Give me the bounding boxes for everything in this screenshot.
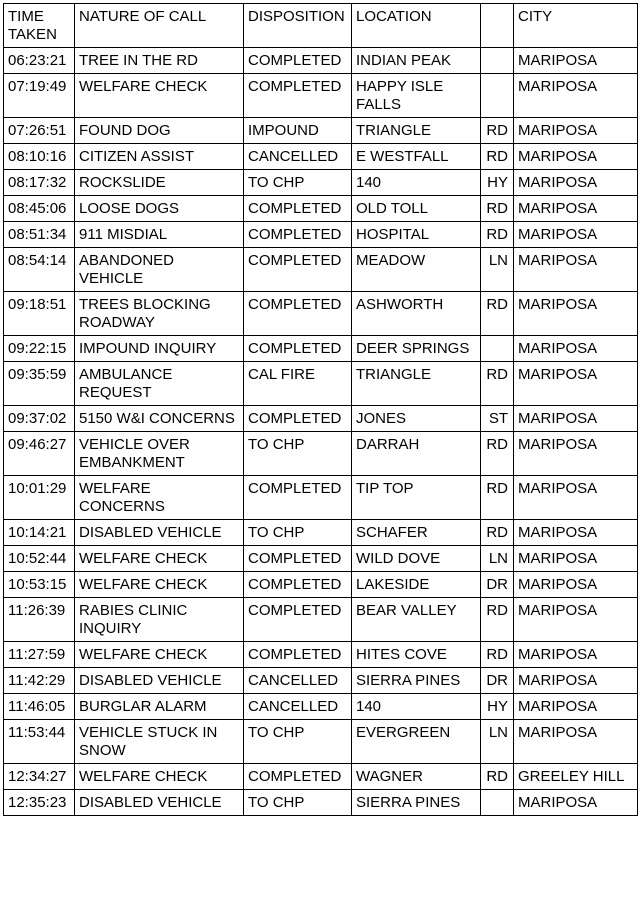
table-row (4, 170, 638, 196)
cell-disposition: COMPLETED (244, 598, 352, 642)
cell-nature: VEHICLE OVER EMBANKMENT (75, 432, 244, 476)
table-row (4, 572, 638, 598)
cell-location: DARRAH (352, 432, 481, 476)
cell-city: MARIPOSA (514, 694, 638, 720)
cell-disposition: COMPLETED (244, 546, 352, 572)
cell-location: EVERGREEN (352, 720, 481, 764)
cell-disposition: COMPLETED (244, 196, 352, 222)
cell-time: 07:19:49 (4, 74, 75, 118)
cell-location: HOSPITAL (352, 222, 481, 248)
cell-street-type: DR (481, 572, 514, 598)
cell-nature: WELFARE CHECK (75, 642, 244, 668)
table-row (4, 764, 638, 790)
cell-location: 140 (352, 694, 481, 720)
cell-street-type: RD (481, 292, 514, 336)
cell-disposition: TO CHP (244, 790, 352, 816)
cell-street-type: RD (481, 222, 514, 248)
cell-city: MARIPOSA (514, 406, 638, 432)
cell-disposition: COMPLETED (244, 74, 352, 118)
cell-street-type: HY (481, 694, 514, 720)
cell-street-type: ST (481, 406, 514, 432)
cell-city: MARIPOSA (514, 432, 638, 476)
cell-nature: AMBULANCE REQUEST (75, 362, 244, 406)
cell-city: MARIPOSA (514, 144, 638, 170)
table-row (4, 432, 638, 476)
cell-location: BEAR VALLEY (352, 598, 481, 642)
cell-nature: 911 MISDIAL (75, 222, 244, 248)
cell-time: 10:52:44 (4, 546, 75, 572)
cell-location: HAPPY ISLE FALLS (352, 74, 481, 118)
table-row (4, 74, 638, 118)
header-time-taken: TIME TAKEN (4, 4, 75, 48)
cell-street-type (481, 790, 514, 816)
cell-time: 08:10:16 (4, 144, 75, 170)
cell-nature: DISABLED VEHICLE (75, 520, 244, 546)
cell-street-type: RD (481, 764, 514, 790)
cell-location: ASHWORTH (352, 292, 481, 336)
cell-time: 09:35:59 (4, 362, 75, 406)
cell-location: INDIAN PEAK (352, 48, 481, 74)
cell-street-type: RD (481, 432, 514, 476)
cell-street-type: RD (481, 118, 514, 144)
cell-location: 140 (352, 170, 481, 196)
cell-disposition: TO CHP (244, 432, 352, 476)
header-location: LOCATION (352, 4, 481, 48)
cell-location: SIERRA PINES (352, 668, 481, 694)
cell-disposition: TO CHP (244, 520, 352, 546)
cell-disposition: COMPLETED (244, 642, 352, 668)
cell-location: MEADOW (352, 248, 481, 292)
cell-street-type: RD (481, 520, 514, 546)
header-row (4, 4, 638, 48)
table-row (4, 196, 638, 222)
cell-time: 12:34:27 (4, 764, 75, 790)
cell-city: MARIPOSA (514, 362, 638, 406)
cell-time: 09:22:15 (4, 336, 75, 362)
cell-time: 08:54:14 (4, 248, 75, 292)
cell-location: HITES COVE (352, 642, 481, 668)
cell-disposition: COMPLETED (244, 336, 352, 362)
cell-nature: WELFARE CONCERNS (75, 476, 244, 520)
table-row (4, 336, 638, 362)
table-row (4, 642, 638, 668)
table-row (4, 520, 638, 546)
cell-city: MARIPOSA (514, 642, 638, 668)
cell-location: DEER SPRINGS (352, 336, 481, 362)
table-row (4, 222, 638, 248)
table-row (4, 48, 638, 74)
cell-nature: ABANDONED VEHICLE (75, 248, 244, 292)
cell-nature: RABIES CLINIC INQUIRY (75, 598, 244, 642)
cell-city: MARIPOSA (514, 118, 638, 144)
cell-time: 12:35:23 (4, 790, 75, 816)
cell-location: JONES (352, 406, 481, 432)
cell-nature: IMPOUND INQUIRY (75, 336, 244, 362)
cell-disposition: COMPLETED (244, 764, 352, 790)
table-row (4, 118, 638, 144)
cell-city: MARIPOSA (514, 668, 638, 694)
cell-time: 11:27:59 (4, 642, 75, 668)
cell-disposition: CAL FIRE (244, 362, 352, 406)
cell-nature: BURGLAR ALARM (75, 694, 244, 720)
cell-city: MARIPOSA (514, 48, 638, 74)
cell-city: MARIPOSA (514, 292, 638, 336)
cell-disposition: COMPLETED (244, 476, 352, 520)
cell-nature: CITIZEN ASSIST (75, 144, 244, 170)
cell-city: MARIPOSA (514, 248, 638, 292)
cell-time: 11:26:39 (4, 598, 75, 642)
cell-city: MARIPOSA (514, 572, 638, 598)
cell-city: GREELEY HILL (514, 764, 638, 790)
header-disposition: DISPOSITION (244, 4, 352, 48)
cell-city: MARIPOSA (514, 520, 638, 546)
cell-street-type (481, 48, 514, 74)
table-row (4, 144, 638, 170)
table-row (4, 476, 638, 520)
cell-city: MARIPOSA (514, 790, 638, 816)
cell-disposition: CANCELLED (244, 694, 352, 720)
cell-nature: TREES BLOCKING ROADWAY (75, 292, 244, 336)
cell-street-type: RD (481, 196, 514, 222)
cell-nature: ROCKSLIDE (75, 170, 244, 196)
cell-location: WAGNER (352, 764, 481, 790)
cell-time: 10:14:21 (4, 520, 75, 546)
table-row (4, 406, 638, 432)
table-row (4, 790, 638, 816)
cell-street-type: RD (481, 476, 514, 520)
cell-time: 09:46:27 (4, 432, 75, 476)
cell-location: TRIANGLE (352, 118, 481, 144)
cell-nature: WELFARE CHECK (75, 546, 244, 572)
cell-disposition: IMPOUND (244, 118, 352, 144)
cell-time: 10:53:15 (4, 572, 75, 598)
cell-city: MARIPOSA (514, 196, 638, 222)
cell-disposition: COMPLETED (244, 406, 352, 432)
cell-street-type: RD (481, 598, 514, 642)
cell-street-type: HY (481, 170, 514, 196)
cell-location: SCHAFER (352, 520, 481, 546)
cell-disposition: COMPLETED (244, 292, 352, 336)
cell-nature: WELFARE CHECK (75, 74, 244, 118)
cell-nature: LOOSE DOGS (75, 196, 244, 222)
cell-city: MARIPOSA (514, 74, 638, 118)
cell-city: MARIPOSA (514, 476, 638, 520)
header-nature-of-call: NATURE OF CALL (75, 4, 244, 48)
cell-street-type: RD (481, 144, 514, 170)
cell-nature: VEHICLE STUCK IN SNOW (75, 720, 244, 764)
table-row (4, 248, 638, 292)
cell-time: 07:26:51 (4, 118, 75, 144)
cell-city: MARIPOSA (514, 546, 638, 572)
cell-disposition: CANCELLED (244, 144, 352, 170)
cell-city: MARIPOSA (514, 598, 638, 642)
cell-disposition: COMPLETED (244, 222, 352, 248)
cell-city: MARIPOSA (514, 336, 638, 362)
cell-nature: WELFARE CHECK (75, 572, 244, 598)
cell-street-type: LN (481, 248, 514, 292)
cell-disposition: COMPLETED (244, 572, 352, 598)
cell-nature: WELFARE CHECK (75, 764, 244, 790)
table-row (4, 668, 638, 694)
table-row (4, 694, 638, 720)
table-row (4, 362, 638, 406)
table-row (4, 720, 638, 764)
cell-city: MARIPOSA (514, 170, 638, 196)
cell-street-type: LN (481, 720, 514, 764)
header-city: CITY (514, 4, 638, 48)
cell-time: 09:18:51 (4, 292, 75, 336)
cell-nature: TREE IN THE RD (75, 48, 244, 74)
cell-time: 11:42:29 (4, 668, 75, 694)
cell-location: OLD TOLL (352, 196, 481, 222)
cell-time: 11:46:05 (4, 694, 75, 720)
cell-location: E WESTFALL (352, 144, 481, 170)
table-row (4, 546, 638, 572)
cell-disposition: CANCELLED (244, 668, 352, 694)
cell-disposition: COMPLETED (244, 248, 352, 292)
cell-disposition: COMPLETED (244, 48, 352, 74)
cell-nature: FOUND DOG (75, 118, 244, 144)
cell-street-type: LN (481, 546, 514, 572)
cell-disposition: TO CHP (244, 720, 352, 764)
cell-street-type (481, 336, 514, 362)
cell-location: SIERRA PINES (352, 790, 481, 816)
cell-nature: DISABLED VEHICLE (75, 668, 244, 694)
cell-disposition: TO CHP (244, 170, 352, 196)
cell-time: 10:01:29 (4, 476, 75, 520)
table-row (4, 598, 638, 642)
cell-street-type (481, 74, 514, 118)
table-row (4, 292, 638, 336)
cell-time: 11:53:44 (4, 720, 75, 764)
cell-time: 09:37:02 (4, 406, 75, 432)
cell-city: MARIPOSA (514, 222, 638, 248)
cell-street-type: RD (481, 642, 514, 668)
cell-nature: DISABLED VEHICLE (75, 790, 244, 816)
cell-location: TRIANGLE (352, 362, 481, 406)
cell-nature: 5150 W&I CONCERNS (75, 406, 244, 432)
table-body (4, 48, 638, 816)
cell-location: LAKESIDE (352, 572, 481, 598)
cell-time: 08:51:34 (4, 222, 75, 248)
cell-location: WILD DOVE (352, 546, 481, 572)
cell-street-type: DR (481, 668, 514, 694)
header-street-type (481, 4, 514, 48)
cell-street-type: RD (481, 362, 514, 406)
cell-city: MARIPOSA (514, 720, 638, 764)
cell-time: 06:23:21 (4, 48, 75, 74)
cell-time: 08:45:06 (4, 196, 75, 222)
call-log-table (3, 3, 638, 816)
cell-location: TIP TOP (352, 476, 481, 520)
cell-time: 08:17:32 (4, 170, 75, 196)
